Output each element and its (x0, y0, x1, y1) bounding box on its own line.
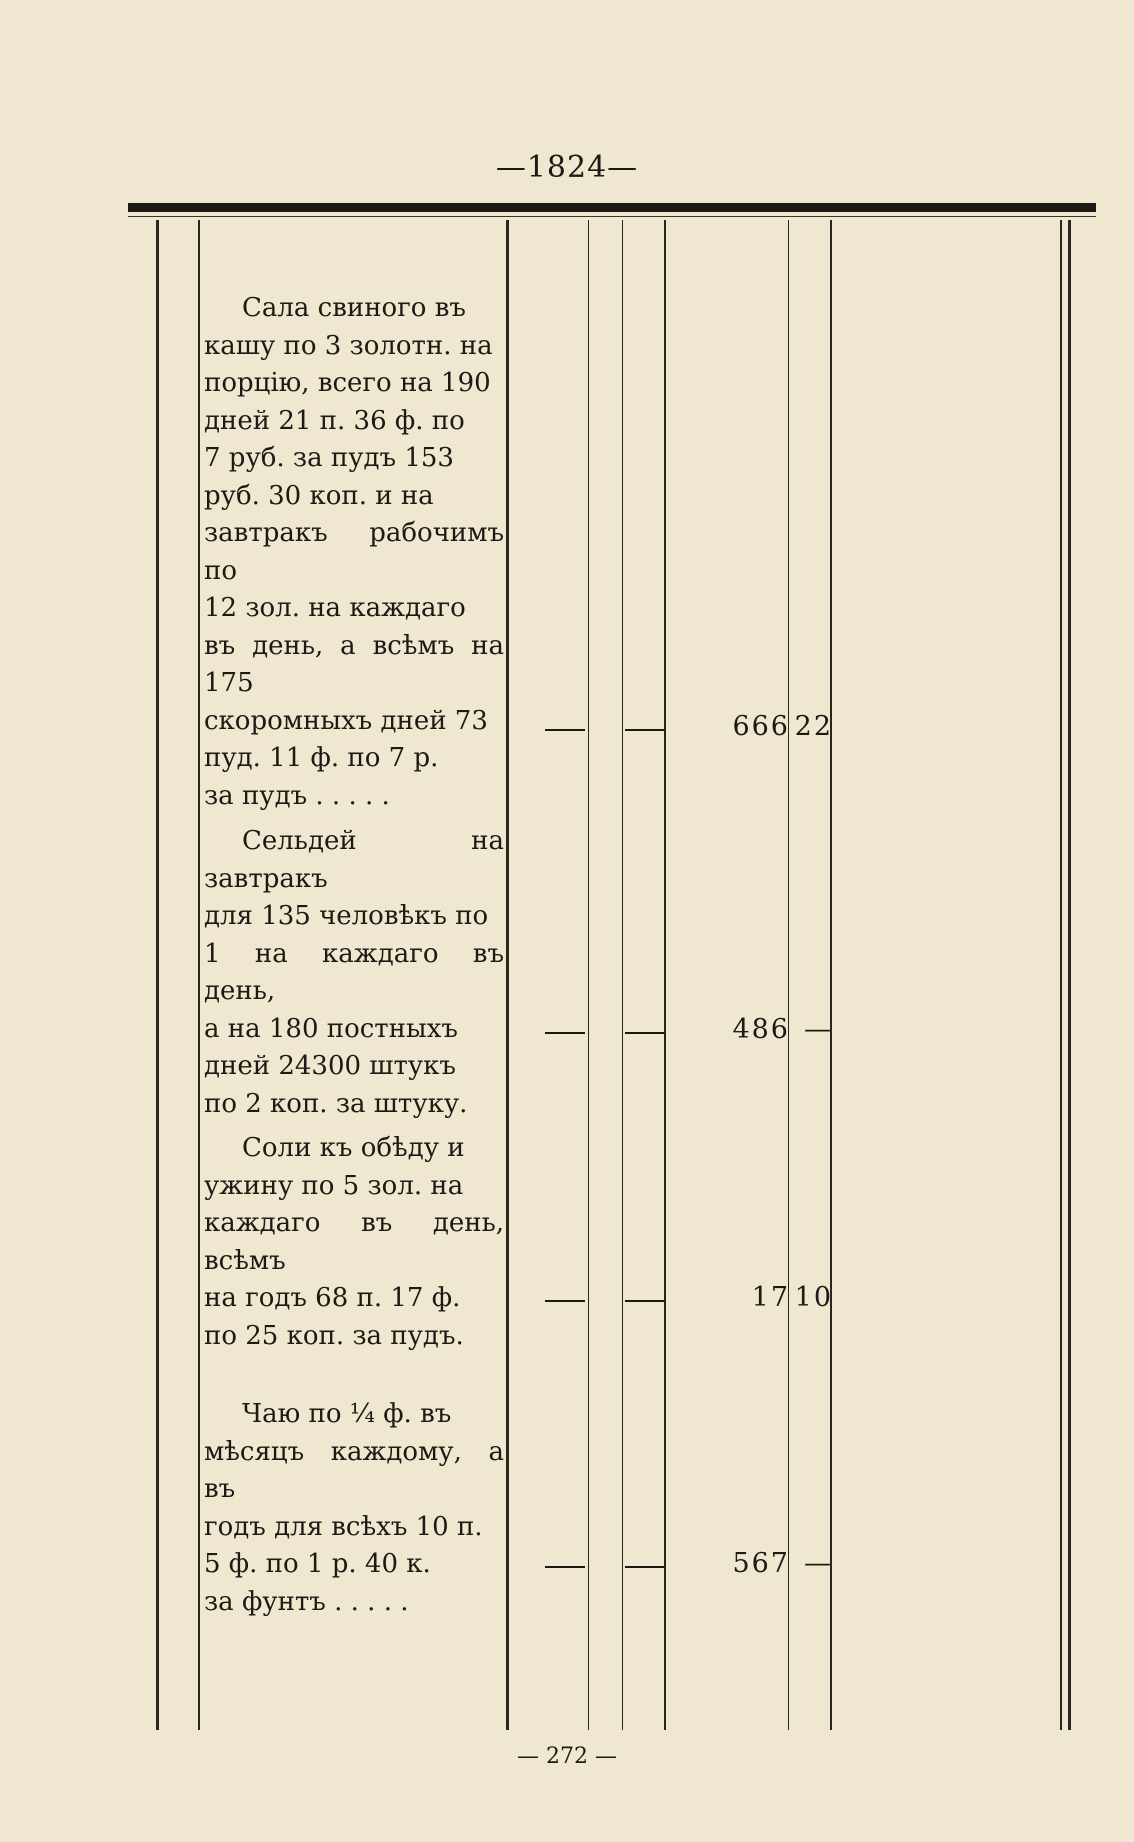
entry-line: для 135 человѣкъ по (204, 901, 489, 931)
column-line-right-inner (1060, 220, 1062, 1730)
dash-rub-col1 (545, 1032, 585, 1034)
entry-kop: — (804, 1548, 833, 1579)
entry-kop: 10 (794, 1282, 833, 1313)
column-line-text-right (506, 220, 509, 1730)
entry-line: 1 на каждаго въ день, (204, 938, 504, 1006)
dash-rub-col1 (545, 1566, 585, 1568)
entry-line: за фунтъ . . . . . (204, 1586, 409, 1617)
column-line-kop-right (830, 220, 832, 1730)
entry-line: Чаю по ¼ ф. въ (242, 1399, 452, 1429)
entry-line: каждаго въ день, всѣмъ (204, 1208, 504, 1276)
dash-rub-col1 (545, 729, 585, 731)
entry-line: а на 180 постныхъ (204, 1013, 458, 1044)
column-line-rub-1 (588, 220, 589, 1730)
column-line-amount-right (788, 220, 789, 1730)
entry-line: 12 зол. на каждаго (204, 593, 466, 623)
entry-line: въ день, а всѣмъ на 175 (204, 630, 504, 698)
entry-line: на годъ 68 п. 17 ф. (204, 1283, 461, 1313)
entry-line: мѣсяцъ каждому, а въ (204, 1436, 504, 1504)
page-number: — 272 — (517, 1744, 617, 1769)
entry-line: 7 руб. за пудъ 153 (204, 443, 454, 473)
entry-line: Сала свиного въ (242, 293, 466, 323)
entry-kop: — (804, 1014, 833, 1045)
column-line-right-outer (1068, 220, 1071, 1730)
header-rule-thick (128, 203, 1096, 212)
column-line-mid (664, 220, 666, 1730)
column-line-rub-2 (622, 220, 623, 1730)
entry-sol (204, 1130, 504, 1355)
column-line-left-inner (198, 220, 200, 1730)
entry-salo (204, 290, 504, 815)
dash-rub-col2 (625, 729, 665, 731)
entry-line: по 25 коп. за пудъ. (204, 1320, 464, 1351)
entry-line: скоромныхъ дней 73 (204, 705, 488, 736)
dash-rub-col2 (625, 1300, 665, 1302)
dash-rub-col2 (625, 1566, 665, 1568)
entry-line: дней 24300 штукъ (204, 1051, 456, 1081)
entry-line: по 2 коп. за штуку. (204, 1088, 468, 1119)
entry-line: ужину по 5 зол. на (204, 1170, 464, 1201)
dash-rub-col2 (625, 1032, 665, 1034)
entry-line: дней 21 п. 36 ф. по (204, 405, 465, 436)
entry-line: кашу по 3 золотн. на (204, 330, 493, 361)
entry-line: за пудъ . . . . . (204, 780, 390, 811)
entry-line: Сельдей на завтракъ (204, 826, 504, 894)
entry-amount: 17 (751, 1282, 790, 1313)
entry-kop: 22 (794, 711, 833, 742)
entry-amount: 567 (732, 1548, 790, 1579)
entry-line: годъ для всѣхъ 10 п. (204, 1511, 483, 1542)
entry-line: Соли къ обѣду и (242, 1133, 465, 1163)
entry-amount: 666 (732, 711, 790, 742)
entry-line: руб. 30 коп. и на (204, 480, 434, 511)
entry-line: завтракъ рабочимъ по (204, 518, 504, 586)
header-rule-thin (128, 216, 1096, 217)
entry-chai (204, 1396, 504, 1621)
entry-seld (204, 823, 504, 1123)
dash-rub-col1 (545, 1300, 585, 1302)
page-header-year: —1824— (495, 150, 639, 185)
entry-line: пуд. 11 ф. по 7 р. (204, 743, 439, 773)
column-line-left-outer (156, 220, 159, 1730)
entry-amount: 486 (732, 1014, 790, 1045)
entry-line: 5 ф. по 1 р. 40 к. (204, 1549, 431, 1579)
entry-line: порцію, всего на 190 (204, 368, 491, 398)
